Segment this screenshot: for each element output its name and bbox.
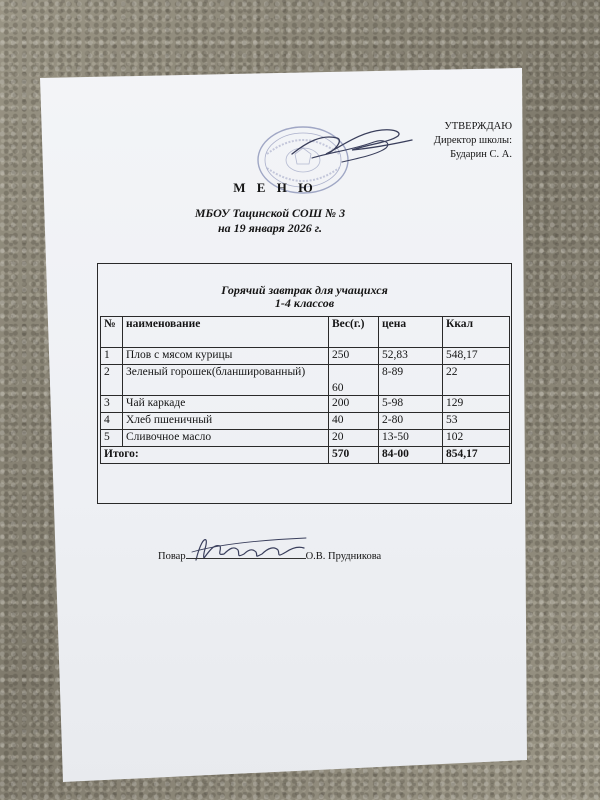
total-weight: 570: [329, 447, 379, 464]
row-name: Чай каркаде: [123, 396, 329, 413]
row-weight: 200: [329, 396, 379, 413]
row-weight: 40: [329, 413, 379, 430]
table-total-row: [101, 447, 510, 464]
approval-block: [412, 120, 512, 162]
school-header: [150, 206, 390, 236]
row-number: 1: [101, 348, 123, 365]
row-price: 52,83: [379, 348, 443, 365]
row-weight: 60: [329, 365, 379, 396]
row-number: 2: [101, 365, 123, 396]
table-caption: [98, 284, 511, 310]
header-weight: Вес(г.): [329, 317, 379, 348]
approval-name: Бударин С. А.: [450, 149, 512, 160]
row-kcal: 22: [443, 365, 510, 396]
row-price: 5-98: [379, 396, 443, 413]
table-row: [101, 365, 510, 396]
row-name: Хлеб пшеничный: [123, 413, 329, 430]
approval-position: Директор школы:: [433, 135, 512, 146]
table-header-row: [101, 317, 510, 348]
header-name: наименование: [123, 317, 329, 348]
table-row: [101, 348, 510, 365]
row-kcal: 548,17: [443, 348, 510, 365]
header-number: №: [101, 317, 123, 348]
cook-label: Повар: [158, 551, 186, 562]
row-kcal: 129: [443, 396, 510, 413]
cook-name: О.В. Прудникова: [305, 551, 382, 562]
header-price: цена: [379, 317, 443, 348]
total-label: Итого:: [101, 447, 329, 464]
document-title: М Е Н Ю: [233, 180, 317, 195]
row-name: Плов с мясом курицы: [123, 348, 329, 365]
table-row: [101, 430, 510, 447]
total-kcal: 854,17: [443, 447, 510, 464]
row-name: Сливочное масло: [123, 430, 329, 447]
table-row: [101, 396, 510, 413]
total-price: 84-00: [379, 447, 443, 464]
menu-date: на 19 января 2026 г.: [217, 221, 323, 235]
row-weight: 20: [329, 430, 379, 447]
row-weight: 250: [329, 348, 379, 365]
row-number: 4: [101, 413, 123, 430]
caption-line-1: Горячий завтрак для учащихся: [221, 283, 388, 297]
row-price: 13-50: [379, 430, 443, 447]
cook-line: [158, 548, 381, 562]
row-number: 5: [101, 430, 123, 447]
row-kcal: 53: [443, 413, 510, 430]
row-price: 2-80: [379, 413, 443, 430]
row-kcal: 102: [443, 430, 510, 447]
row-price: 8-89: [379, 365, 443, 396]
row-name: Зеленый горошек(бланшированный): [123, 365, 329, 396]
school-name: МБОУ Тацинской СОШ № 3: [194, 206, 346, 220]
menu-table: [100, 316, 510, 464]
caption-line-2: 1-4 классов: [274, 296, 335, 310]
director-signature-icon: [282, 124, 422, 170]
header-kcal: Ккал: [443, 317, 510, 348]
signature-line: [186, 548, 306, 559]
approval-title: УТВЕРЖДАЮ: [444, 121, 512, 132]
row-number: 3: [101, 396, 123, 413]
table-row: [101, 413, 510, 430]
menu-table-frame: [97, 263, 512, 504]
